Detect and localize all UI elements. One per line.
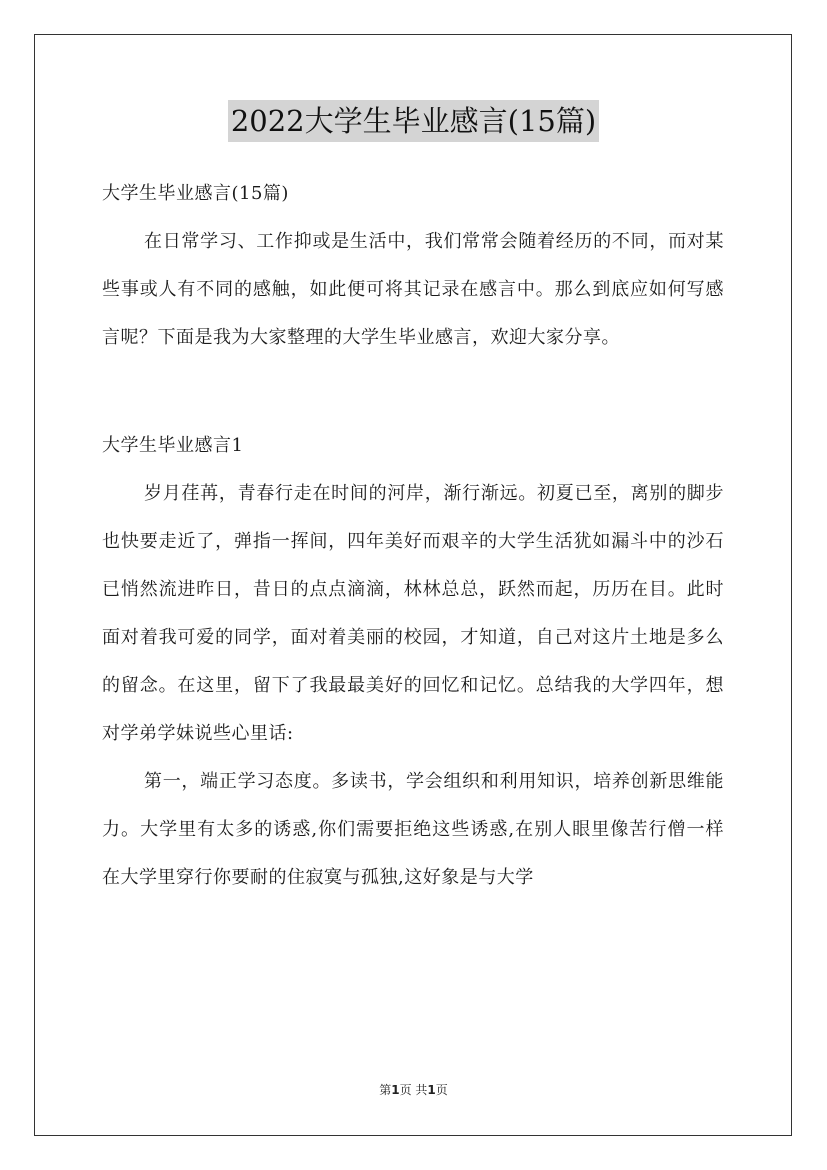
document-subtitle: 大学生毕业感言(15篇): [102, 183, 289, 204]
section1-paragraph-1: 岁月荏苒，青春行走在时间的河岸，渐行渐远。初夏已至，离别的脚步也快要走近了，弹指一挥间，四年美好而艰辛的大学生活犹如漏斗中的沙石已悄然流进昨日，昔日的点点滴滴，林林总总，跃然而起，历历在目。此时面对着我可爱的同学，面对着美丽的校园，才知道，自己对这片土地是多么的留念。在这里，留下了我最最美好的回忆和记忆。总结我的大学四年，想对学弟学妹说些心里话:: [102, 483, 724, 744]
footer-total-pages: 1: [427, 1083, 436, 1097]
section-heading-1: 大学生毕业感言1: [102, 435, 244, 456]
footer-current-page: 1: [391, 1083, 400, 1097]
intro-paragraph: 在日常学习、工作抑或是生活中，我们常常会随着经历的不同，而对某些事或人有不同的感触，如此便可将其记录在感言中。那么到底应如何写感言呢？下面是我为大家整理的大学生毕业感言，欢迎大家分享。: [102, 231, 724, 348]
paragraph-gap: [102, 362, 724, 422]
page-footer: [0, 1082, 827, 1098]
footer-suffix: 页: [435, 1083, 448, 1097]
title-container: [0, 100, 827, 142]
footer-prefix: 第: [379, 1083, 392, 1097]
section1-paragraph-2: 第一，端正学习态度。多读书，学会组织和利用知识，培养创新思维能力。大学里有太多的诱惑,你们需要拒绝这些诱惑,在别人眼里像苦行僧一样在大学里穿行你要耐的住寂寞与孤独,这好象是与大学: [102, 771, 724, 888]
footer-mid: 页 共: [399, 1083, 428, 1097]
document-title: 2022大学生毕业感言(15篇): [228, 100, 599, 142]
document-body: [102, 170, 724, 902]
